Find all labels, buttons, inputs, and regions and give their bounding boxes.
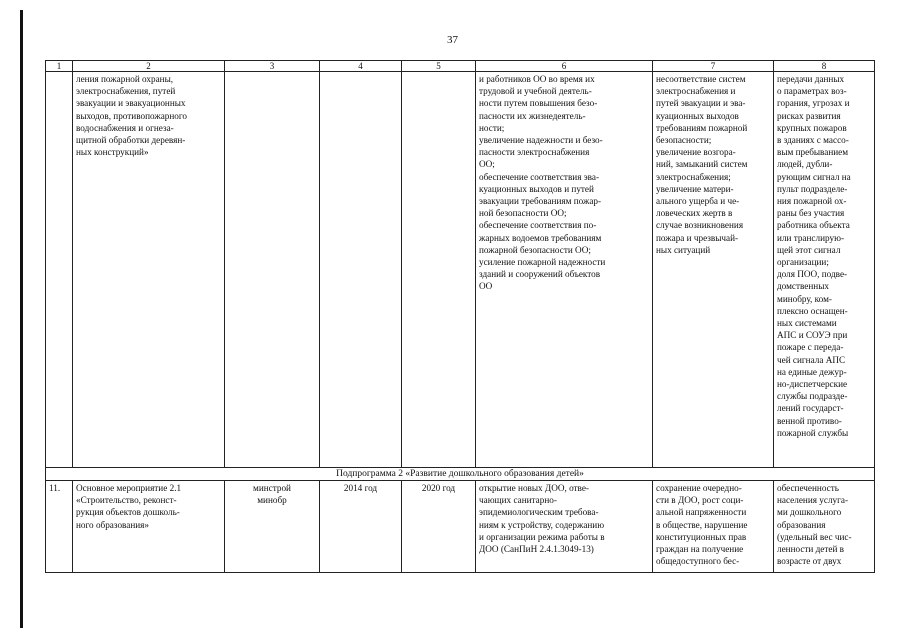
subprogram-title: Подпрограмма 2 «Развитие дошкольного образования детей» — [46, 468, 875, 481]
row-b-end-year: 2020 год — [402, 481, 476, 573]
header-row — [46, 61, 875, 72]
row-b-consequences: сохранение очередно- сти в ДОО, рост соци- альной напряженности в обществе, нарушение конституционных прав граждан на получение общедоступного бес- — [653, 481, 774, 573]
header-col-1: 1 — [46, 61, 73, 72]
row-a-expected-result: и работников ОО во время их трудовой и учебной деятель- ности путем повышения безо- пасности их жизнедеятель- ности; увеличение надежности и безо- пасности электроснабжения ОО; обеспечение соответствия эва- куационных выходов и путей эвакуации требованиям пожар- ной безопасности ОО; обеспечение соответствия по- жарных водоемов требованиям пожарной безопасности ОО; усиление пожарной надежности зданий и сооружений объектов ОО — [476, 72, 653, 468]
header-col-2: 2 — [73, 61, 225, 72]
header-col-8: 8 — [774, 61, 875, 72]
row-a-consequences: несоответствие систем электроснабжения и путей эвакуации и эва- куационных выходов требованиям пожарной безопасности; увеличение возгора- ний, замыканий систем электроснабжения; увеличение матери- ального ущерба и че- ловеческих жертв в случае возникновения пожара и чрезвычай- ных ситуаций — [653, 72, 774, 468]
header-col-7: 7 — [653, 61, 774, 72]
header-col-4: 4 — [320, 61, 402, 72]
row-a-number — [46, 72, 73, 468]
table-row — [46, 72, 875, 468]
row-a-measure-name: ления пожарной охраны, электроснабжения, путей эвакуации и эвакуационных выходов, противопожарного водоснабжения и огнеза- щитной обработки деревян- ных конструкций» — [73, 72, 225, 468]
row-b-measure-name: Основное мероприятие 2.1 «Строительство, реконст- рукция объектов дошколь- ного образования» — [73, 481, 225, 573]
subprogram-row — [46, 468, 875, 481]
row-b-number: 11. — [46, 481, 73, 573]
header-col-3: 3 — [225, 61, 320, 72]
row-a-indicators: передачи данных о параметрах воз- горания, угрозах и рисках развития крупных пожаров в зданиях с массо- вым пребыванием людей, дубли- рующим сигнал на пульт подразделе- ния пожарной ох- раны без участия работника объекта или транслирую- щей этот сигнал организации; доля ПОО, подве- домственных минобру, ком- плексно оснащен- ных системами АПС и СОУЭ при пожаре с переда- чей сигнала АПС на единые дежур- но-диспетчерские службы подразде- лений государст- венной противо- пожарной службы — [774, 72, 875, 468]
row-b-expected-result: открытие новых ДОО, отве- чающих санитарно- эпидемиологическим требова- ниям к устройству, содержанию и организации режима работы в ДОО (СанПиН 2.4.1.3049-13) — [476, 481, 653, 573]
row-a-start-year — [320, 72, 402, 468]
row-b-indicators: обеспеченность населения услуга- ми дошкольного образования (удельный вес чис- ленности детей в возрасте от двух — [774, 481, 875, 573]
row-b-executor: минстрой минобр — [225, 481, 320, 573]
row-b-start-year: 2014 год — [320, 481, 402, 573]
header-col-6: 6 — [476, 61, 653, 72]
binder-edge-line — [20, 10, 23, 628]
header-col-5: 5 — [402, 61, 476, 72]
page-number: 37 — [447, 34, 458, 46]
table-row — [46, 481, 875, 573]
row-a-executor — [225, 72, 320, 468]
measures-table — [45, 60, 875, 573]
row-a-end-year — [402, 72, 476, 468]
